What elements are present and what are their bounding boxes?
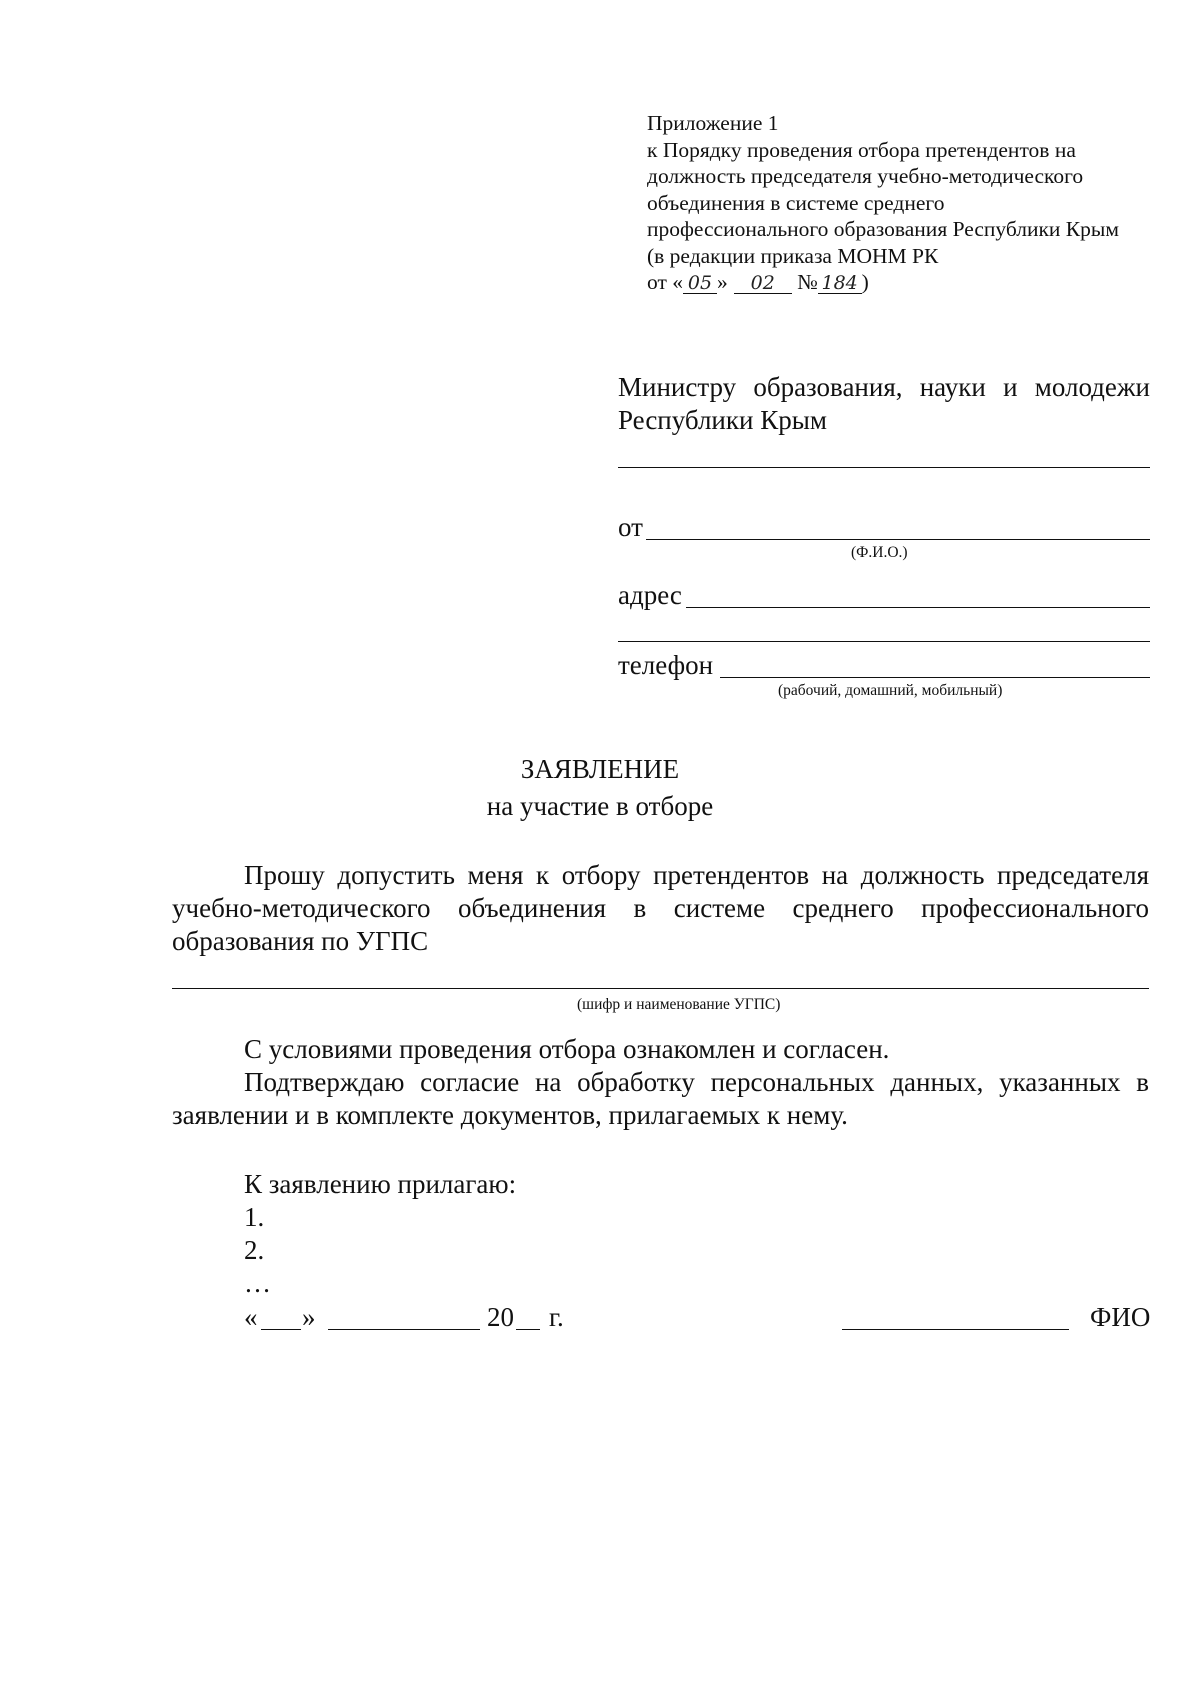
address-label: адрес	[618, 580, 682, 610]
appendix-line: должность председателя учебно-методического	[647, 164, 1084, 188]
address-blank-line	[686, 607, 1150, 608]
appendix-block	[647, 110, 1167, 296]
handwritten-month: 02	[734, 273, 792, 294]
fio-blank-line	[646, 539, 1150, 540]
year-suffix: г.	[549, 1302, 564, 1332]
request-paragraph-block	[172, 859, 1149, 958]
attachment-item: …	[244, 1268, 271, 1298]
addressee-title: Министру образования, науки и молодежи Республики Крым	[618, 372, 1150, 435]
date-close-quote: »	[302, 1302, 316, 1332]
date-open-quote: «	[244, 1302, 258, 1332]
appendix-date-line	[647, 269, 1167, 296]
consent-paragraph: Подтверждаю согласие на обработку персональных данных, указанных в заявлении и в комплекте документов, прилагаемых к нему.	[172, 1067, 1149, 1130]
handwritten-number: 184	[818, 273, 862, 294]
year-blank-line	[516, 1329, 540, 1330]
document-subtitle: на участие в отборе	[486, 791, 714, 821]
signature-fio: ФИО	[1090, 1302, 1151, 1332]
year-prefix: 20	[487, 1302, 514, 1332]
request-paragraph: Прошу допустить меня к отбору претендентов на должность председателя учебно-методического объединения в системе среднего профессионального образования по УГПС	[172, 860, 1149, 956]
phone-hint: (рабочий, домашний, мобильный)	[778, 682, 1003, 699]
appendix-line: к Порядку проведения отбора претендентов на	[647, 137, 1076, 162]
ugps-hint: (шифр и наименование УГПС)	[577, 996, 781, 1013]
conditions-block	[172, 1033, 1149, 1132]
conditions-paragraph: С условиями проведения отбора ознакомлен и согласен.	[244, 1034, 890, 1064]
number-prefix: №	[797, 270, 818, 294]
attachments-label: К заявлению прилагаю:	[244, 1169, 517, 1199]
address-blank-line-2	[618, 641, 1150, 642]
appendix-line: профессионального образования Республики Крым	[647, 217, 1119, 241]
attachment-item: 2.	[244, 1235, 265, 1265]
phone-blank-line	[720, 677, 1150, 678]
signature-blank-line	[842, 1329, 1069, 1330]
handwritten-day: 05	[683, 273, 717, 294]
from-label: от	[618, 512, 643, 542]
date-mid: »	[717, 270, 728, 294]
appendix-line: (в редакции приказа МОНМ РК	[647, 243, 939, 268]
appendix-title: Приложение 1	[647, 111, 779, 135]
day-blank-line	[261, 1329, 301, 1330]
addressee-blank-line	[618, 467, 1150, 468]
fio-hint: (Ф.И.О.)	[851, 544, 908, 561]
document-title: ЗАЯВЛЕНИЕ	[520, 754, 680, 784]
attachment-item: 1.	[244, 1202, 265, 1232]
phone-label: телефон	[618, 650, 714, 680]
appendix-line: объединения в системе среднего	[647, 190, 945, 215]
closing-paren: )	[861, 270, 869, 294]
ugps-blank-line	[172, 988, 1149, 989]
month-blank-line	[328, 1329, 480, 1330]
date-prefix: от «	[647, 270, 683, 294]
